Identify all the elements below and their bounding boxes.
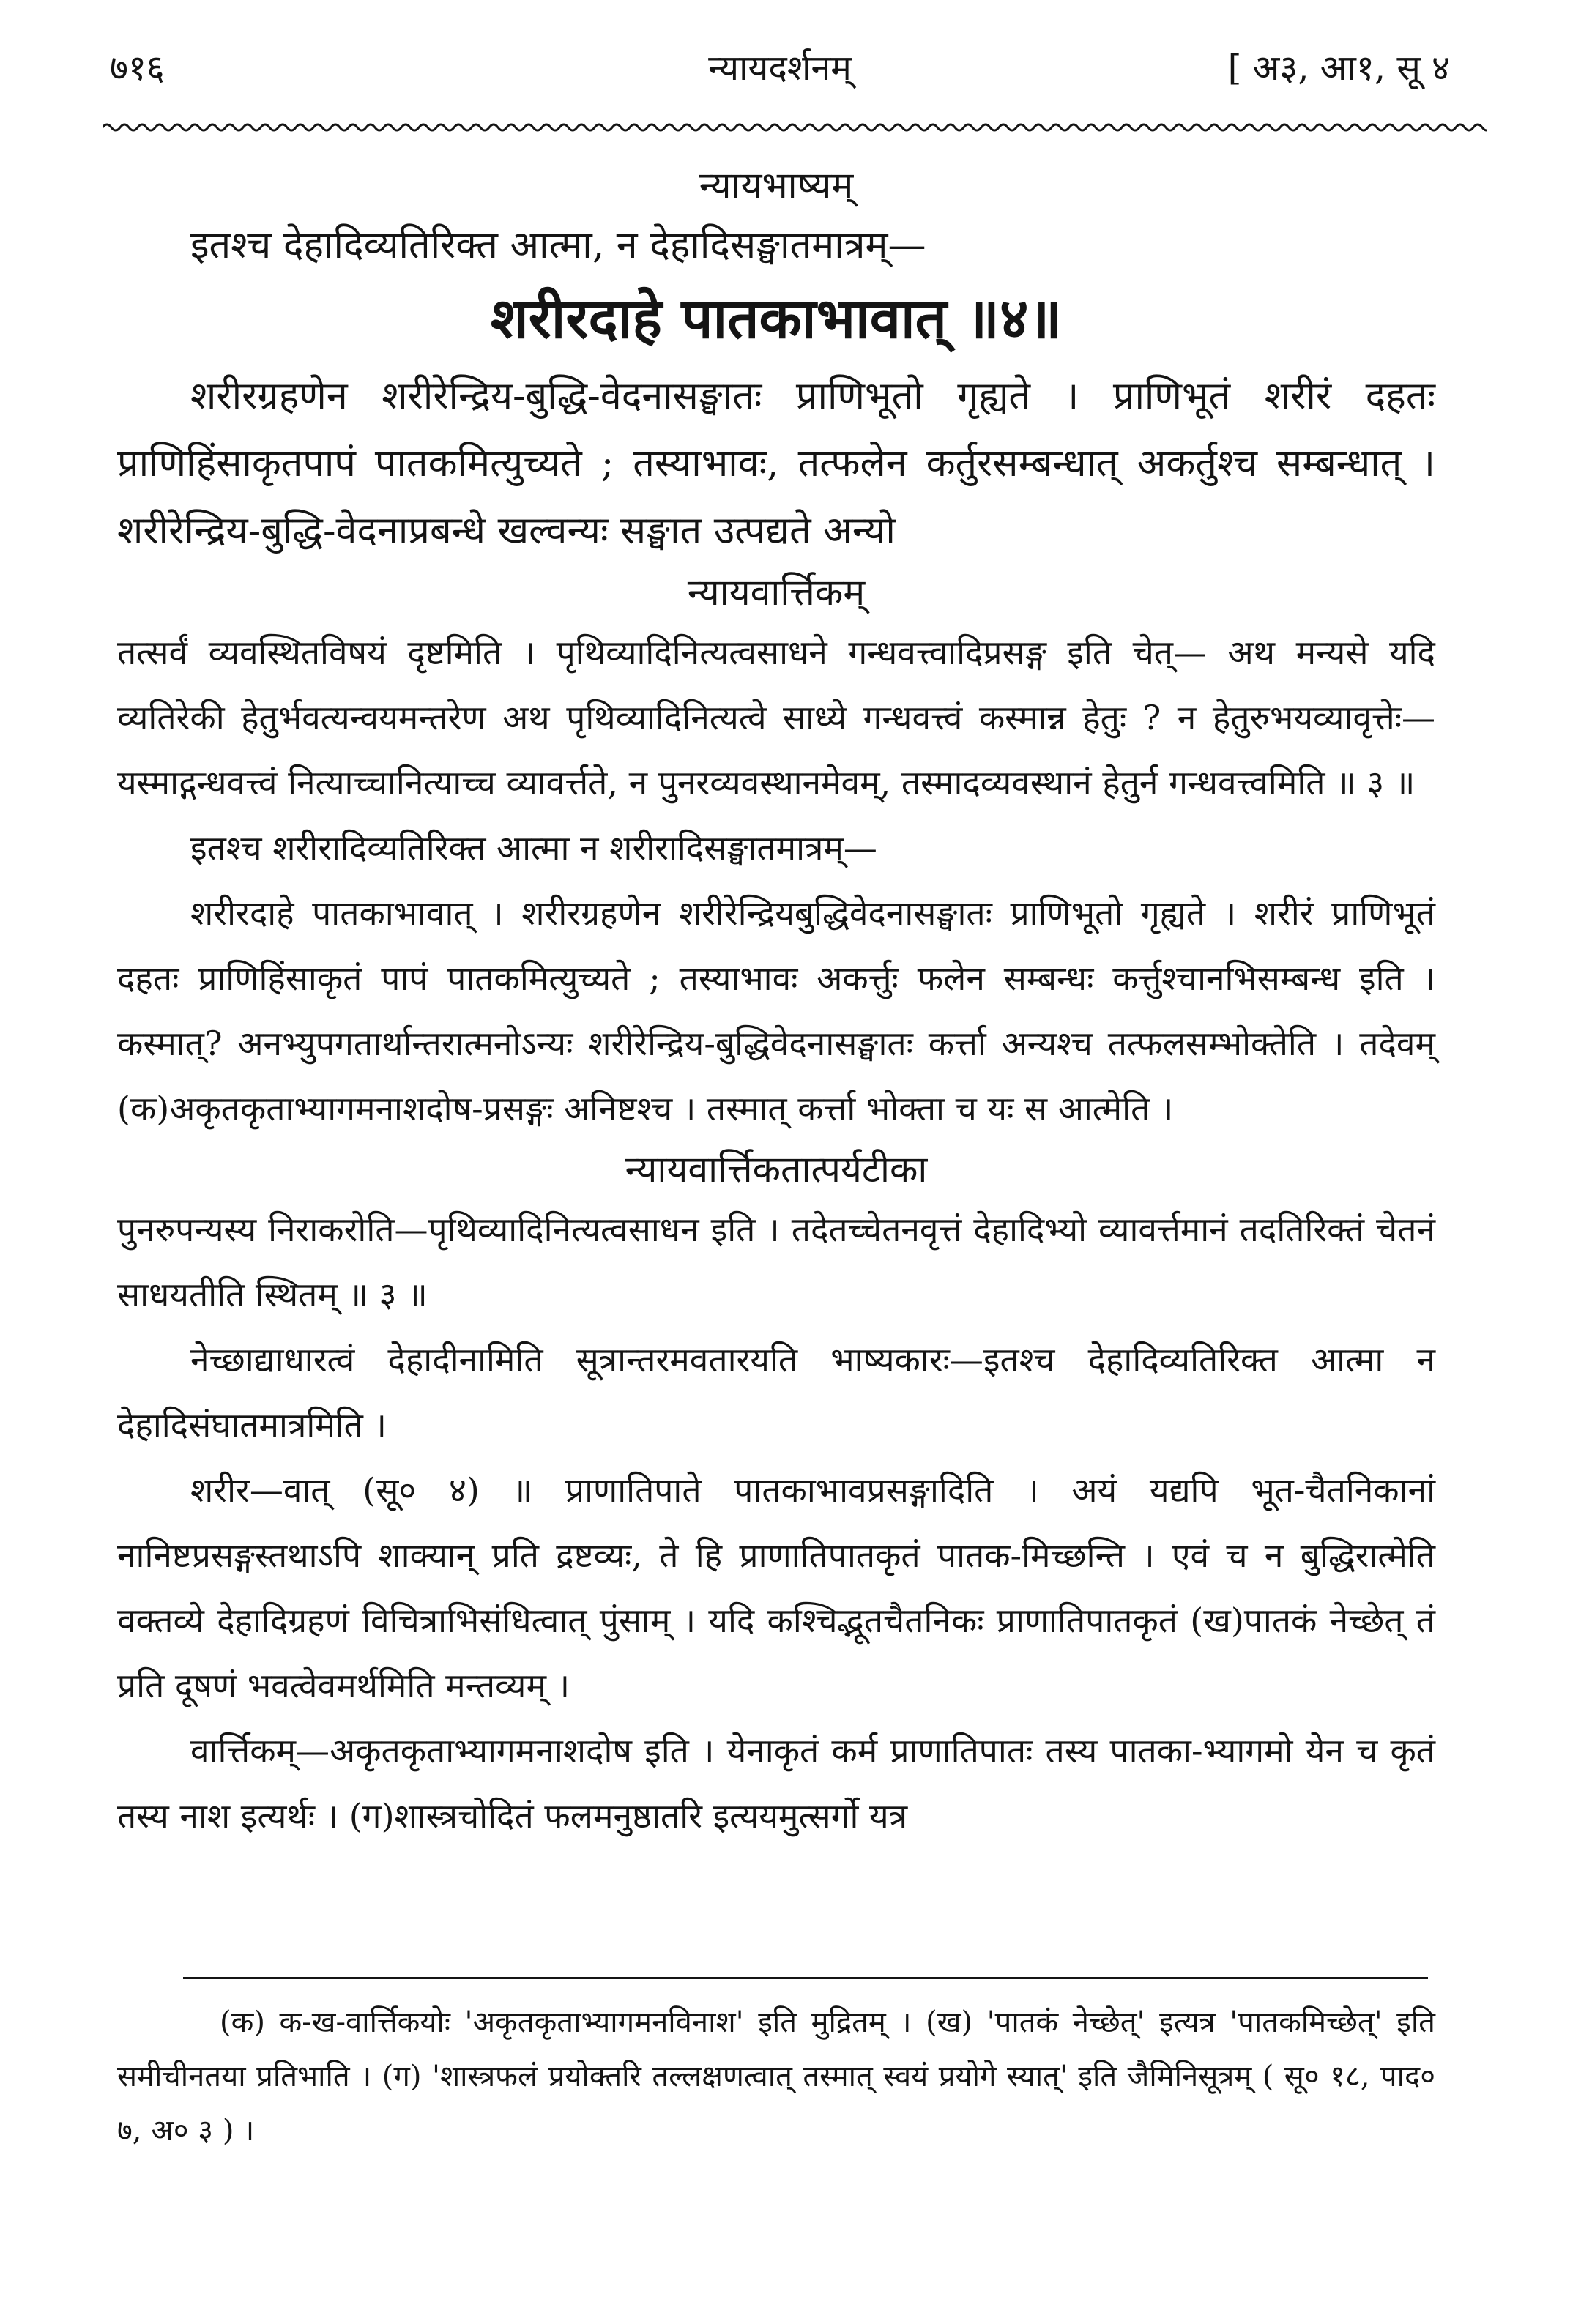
varttika-paragraph-3: शरीरदाहे पातकाभावात् । शरीरग्रहणेन शरीरेन्द्रियबुद्धिवेदनासङ्घातः प्राणिभूतो गृह्यते । शरीरं प्राणिभूतं दहतः प्राणिहिंसाकृतं पापं पातकमित्युच्यते ; तस्याभावः अकर्त्तुः फलेन सम्बन्धः कर्त्तुश्चानभिसम्बन्ध इति । कस्मात्? अनभ्युपगतार्थान्तरात्मनोऽन्यः शरीरेन्द्रिय-बुद्धिवेदनासङ्घातः कर्त्ता अन्यश्च तत्फलसम्भोक्तेति । तदेवम् (क)अकृतकृताभ्यागमनाशदोष-प्रसङ्गः अनिष्टश्च । तस्मात् कर्त्ता भोक्ता च यः स आत्मेति । xyxy=(117,893,1435,1128)
section-heading-nyayavarttikam: न्यायवार्त्तिकम् xyxy=(687,571,866,614)
footnote-text: (क) क-ख-वार्त्तिकयोः 'अकृतकृताभ्यागमनविनाश' इति मुद्रितम् । (ख) 'पातकं नेच्छेत्' इत्यत्र 'पातकमिच्छेत्' इति समीचीनतया प्रतिभाति । (ग) 'शास्त्रफलं प्रयोक्तरि तल्लक्षणत्वात् तस्मात् स्वयं प्रयोगे स्यात्' इति जैमिनिसूत्रम् ( सू० १८, पाद० ७, अ० ३ ) । xyxy=(117,2005,1435,2148)
running-header xyxy=(110,35,1450,101)
chapter-reference: [ अ३, आ१, सू ४ xyxy=(1227,48,1450,89)
varttika-paragraph-2: इतश्च शरीरादिव्यतिरिक्त आत्मा न शरीरादिसङ्घातमात्रम्— xyxy=(190,828,877,868)
tika-paragraph-3: शरीर—वात् (सू० ४) ॥ प्राणातिपाते पातकाभावप्रसङ्गादिति । अयं यद्यपि भूत-चैतनिकानां नानिष्टप्रसङ्गस्तथाऽपि शाक्यान् प्रति द्रष्टव्यः, ते हि प्राणातिपातकृतं पातक-मिच्छन्ति । एवं च न बुद्धिरात्मेति वक्तव्ये देहादिग्रहणं विचित्राभिसंधित्वात् पुंसाम् । यदि कश्चिद्भूतचैतनिकः प्राणातिपातकृतं (ख)पातकं नेच्छेत् तं प्रति दूषणं भवत्वेवमर्थमिति मन्तव्यम् । xyxy=(117,1470,1435,1705)
varttika-paragraph-1: तत्सर्वं व्यवस्थितविषयं दृष्टमिति । पृथिव्यादिनित्यत्वसाधने गन्धवत्त्वादिप्रसङ्ग इति चेत्— अथ मन्यसे यदि व्यतिरेकी हेतुर्भवत्यन्वयमन्तरेण अथ पृथिव्यादिनित्यत्वे साध्ये गन्धवत्त्वं कस्मान्न हेतुः ? न हेतुरुभयव्यावृत्तेः—यस्माद्गन्धवत्त्वं नित्याच्चानित्याच्च व्यावर्त्तते, न पुनरव्यवस्थानमेवम्, तस्मादव्यवस्थानं हेतुर्न गन्धवत्त्वमिति ॥ ३ ॥ xyxy=(117,633,1435,802)
page-number: ७१६ xyxy=(110,48,165,89)
bhashya-paragraph: शरीरग्रहणेन शरीरेन्द्रिय-बुद्धि-वेदनासङ्घातः प्राणिभूतो गृह्यते । प्राणिभूतं शरीरं दहतः प्राणिहिंसाकृतपापं पातकमित्युच्यते ; तस्याभावः, तत्फलेन कर्तुरसम्बन्धात् अकर्तुश्च सम्बन्धात् । शरीरेन्द्रिय-बुद्धि-वेदनाप्रबन्धे खल्वन्यः सङ्घात उत्पद्यते अन्यो xyxy=(117,374,1435,553)
running-title: न्यायदर्शनम् xyxy=(708,48,852,89)
tika-paragraph-4: वार्त्तिकम्—अकृतकृताभ्यागमनाशदोष इति । येनाकृतं कर्म प्राणातिपातः तस्य पातका-भ्यागमो येन च कृतं तस्य नाश इत्यर्थः । (ग)शास्त्रचोदितं फलमनुष्ठातरि इत्ययमुत्सर्गो यत्र xyxy=(117,1731,1435,1836)
tika-paragraph-2: नेच्छाद्याधारत्वं देहादीनामिति सूत्रान्तरमवतारयति भाष्यकारः—इतश्च देहादिव्यतिरिक्त आत्मा न देहादिसंघातमात्रमिति । xyxy=(117,1340,1435,1445)
section-heading-nyayabhashyam: न्यायभाष्यम् xyxy=(699,164,854,206)
header-wavy-rule xyxy=(103,119,1487,136)
tika-paragraph-1: पुनरुपन्यस्य निराकरोति—पृथिव्यादिनित्यत्वसाधन इति । तदेतच्चेतनवृत्तं देहादिभ्यो व्यावर्त्तमानं तदतिरिक्तं चेतनं साधयतीति स्थितम् ॥ ३ ॥ xyxy=(117,1210,1435,1314)
bhashya-intro: इतश्च देहादिव्यतिरिक्त आत्मा, न देहादिसङ्घातमात्रम्— xyxy=(190,223,926,267)
footnotes xyxy=(117,1995,1435,2158)
section-heading-tatparyatika: न्यायवार्त्तिकतात्पर्यटीका xyxy=(625,1148,928,1191)
sutra-text: शरीरदाहे पातकाभावात् ॥४॥ xyxy=(490,286,1062,351)
main-text xyxy=(117,157,1435,1849)
footnote-rule xyxy=(183,1977,1428,1979)
